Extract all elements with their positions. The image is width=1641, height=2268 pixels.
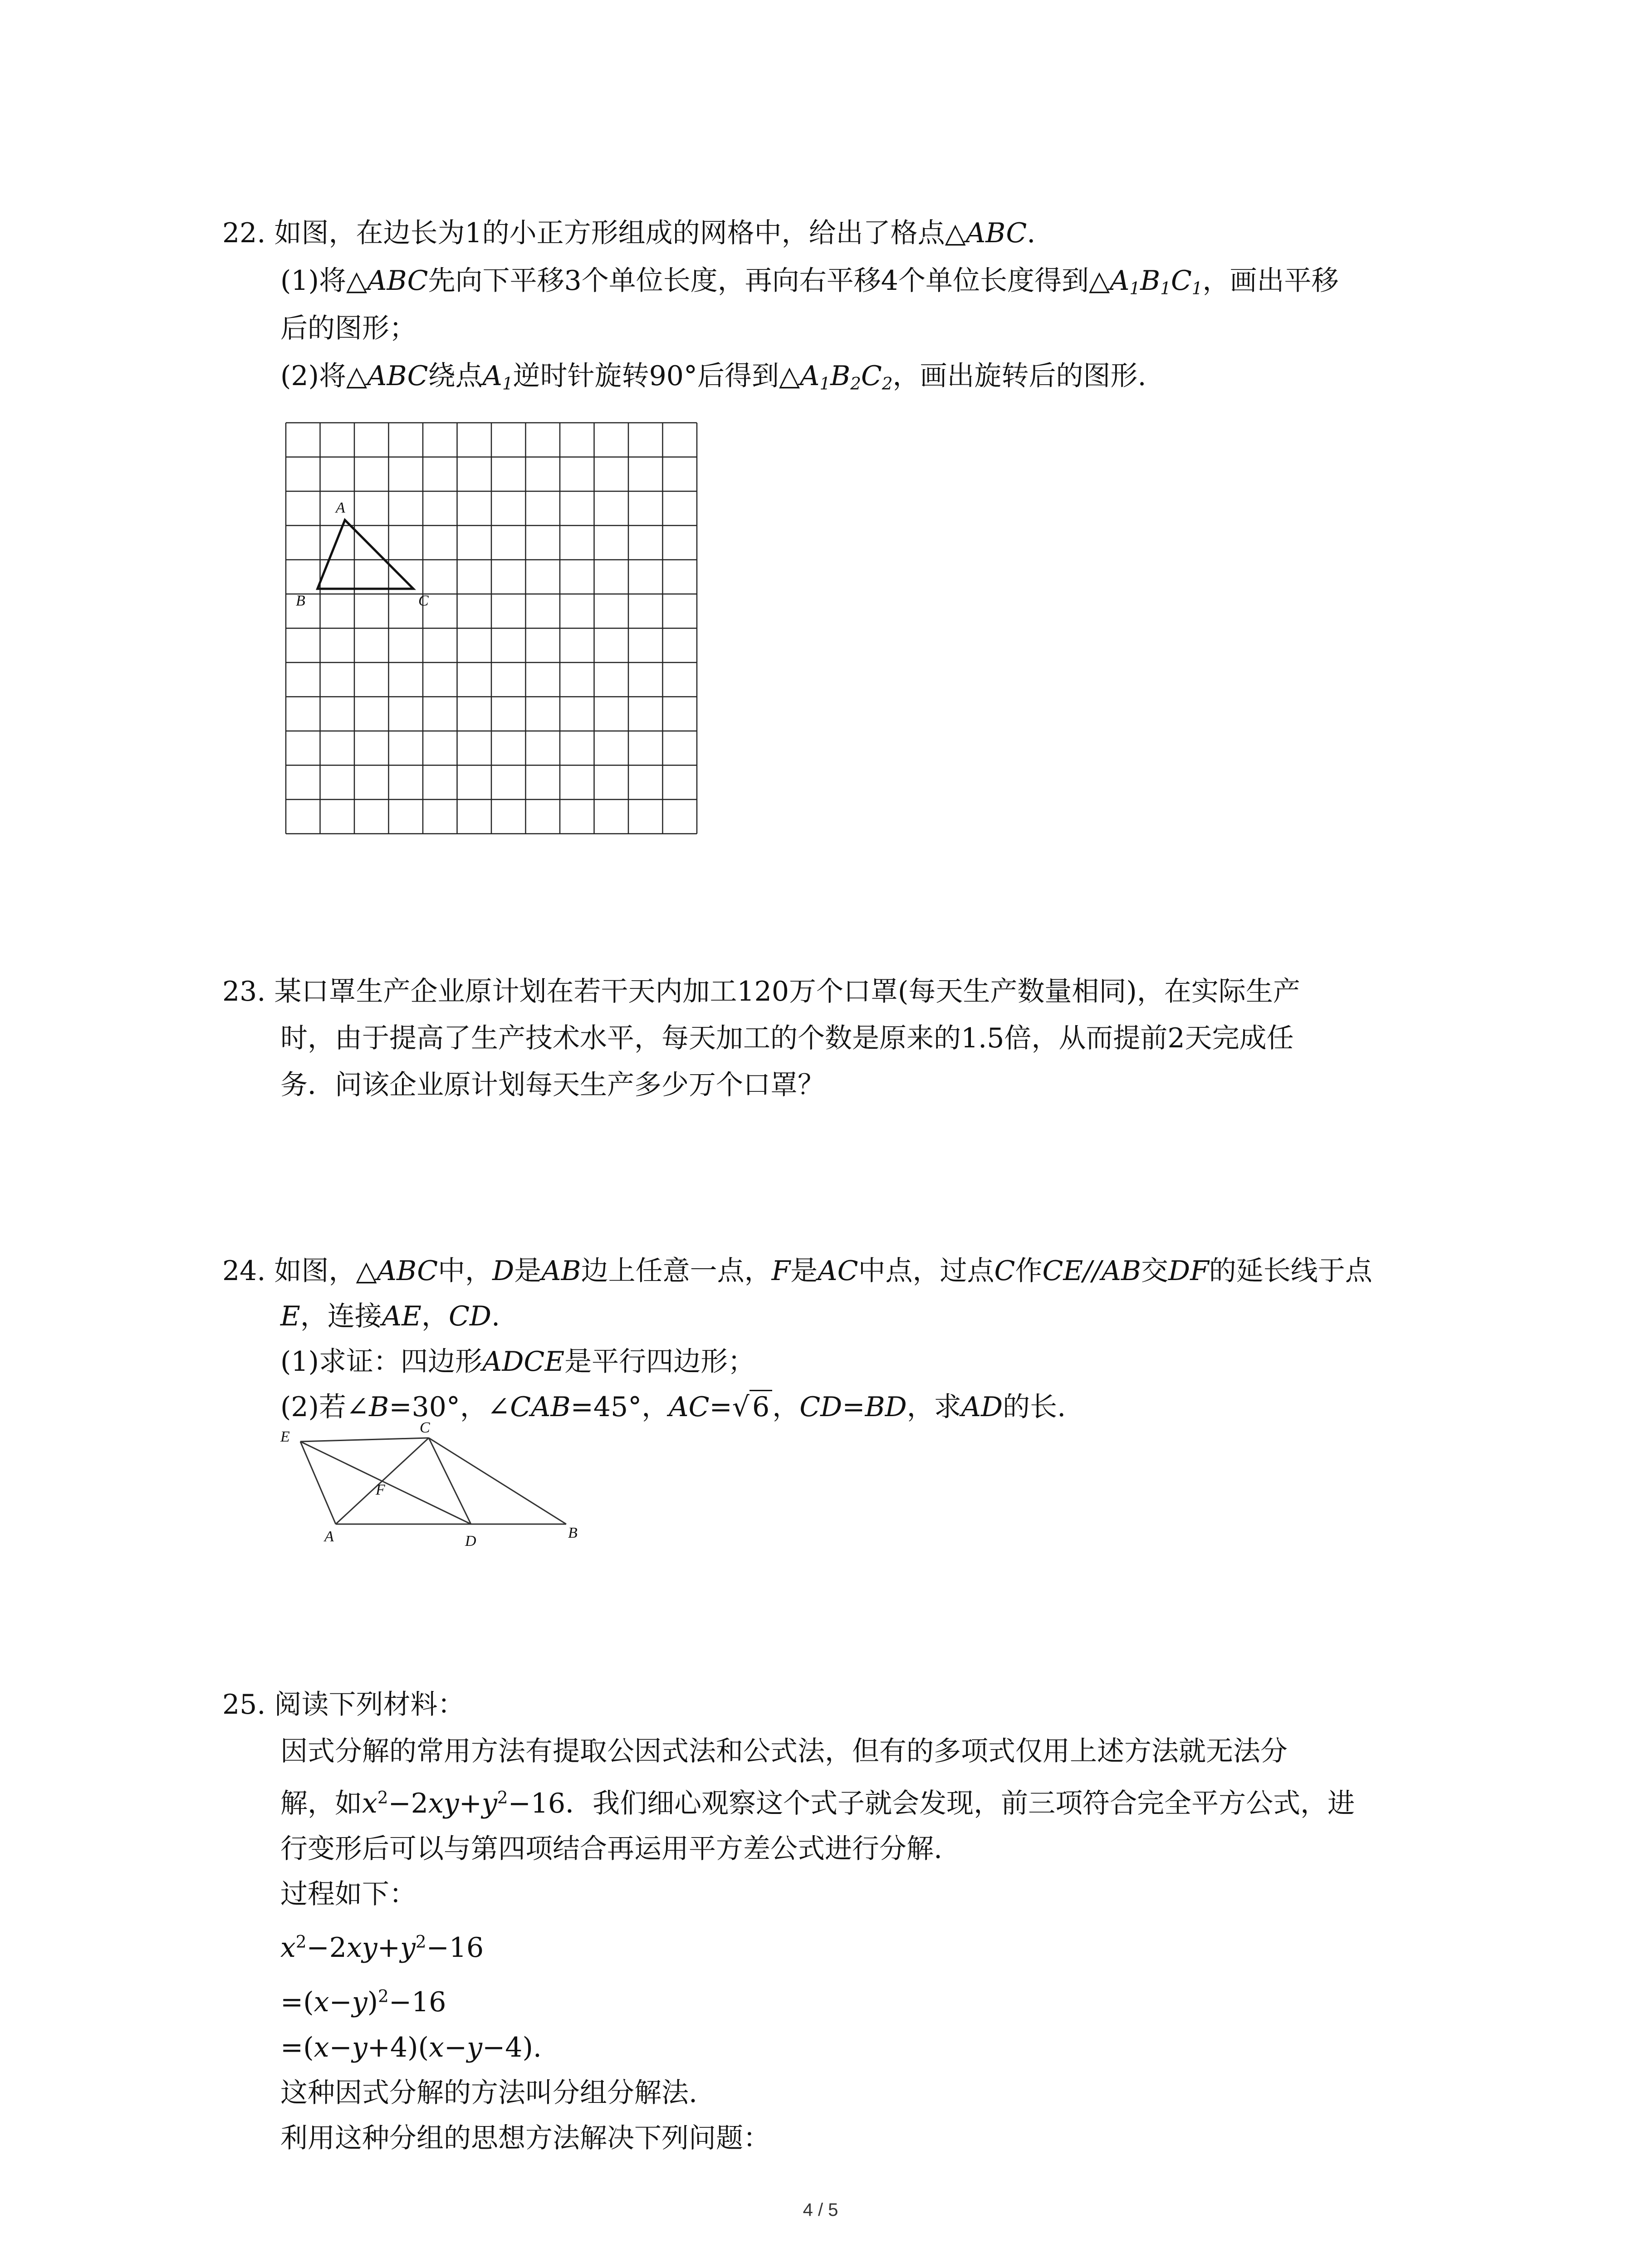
q22-grid-figure [272, 417, 703, 848]
label-a: A [336, 499, 345, 516]
q24-number: 24. [222, 1255, 266, 1287]
q23-number: 23. [222, 976, 266, 1007]
sqrt-6: √ 6 [732, 1391, 772, 1423]
label-d: D [465, 1533, 476, 1549]
q25-line3: 解，如$x^2-2xy+y^2-16$．我们细心观察这个式子就会发现，前三项符合完全平方公式，进 [280, 1787, 1355, 1819]
q22-number: 22. [222, 217, 266, 249]
q23-line3: 务．问该企业原计划每天生产多少万个口罩？ [280, 1069, 825, 1101]
q22-part1: (1)将△ABC先向下平移3个单位长度，再向右平移4个单位长度得到$\triangle A_1B_1C_1$，画出平移 [280, 265, 1339, 298]
segment-ea [300, 1442, 336, 1524]
q25-line1: 25. 阅读下列材料： [222, 1689, 465, 1721]
q23-line1: 23. 某口罩生产企业原计划在若干天内加工120万个口罩(每天生产数量相同)，在实际生产 [222, 976, 1300, 1007]
q25-line10: 利用这种分组的思想方法解决下列问题： [280, 2122, 770, 2154]
q22-part1-line2: 后的图形； [280, 313, 416, 344]
q24-line2: E，连接AE，CD. [280, 1300, 500, 1332]
q24-part2: (2)若∠B=30°，∠CAB=45°，AC=√ 6 ，CD=BD，求AD的长. [280, 1391, 1066, 1423]
q25-line4: 行变形后可以与第四项结合再运用平方差公式进行分解. [280, 1833, 943, 1865]
q22-stem: 22. 如图，在边长为1的小正方形组成的网格中，给出了格点△ABC. [222, 217, 1036, 249]
label-b: B [296, 592, 305, 609]
q23-line2: 时，由于提高了生产技术水平，每天加工的个数是原来的1.5倍，从而提前2天完成任 [280, 1022, 1294, 1054]
label-c: C [418, 592, 429, 609]
label-a: A [324, 1528, 334, 1545]
segment-ed [300, 1442, 471, 1524]
q25-line5: 过程如下： [280, 1878, 416, 1910]
q22-part2: (2)将△ABC绕点$A_1$逆时针旋转90°后得到$\triangle A_1B_2C_2$，画出旋转后的图形. [280, 360, 1146, 394]
label-c: C [420, 1420, 430, 1436]
q25-line8: =(x−y+4)(x−y−4). [280, 2032, 542, 2063]
label-f: F [376, 1481, 385, 1498]
label-b: B [568, 1525, 578, 1541]
q25-number: 25. [222, 1689, 266, 1721]
page-number: 4 / 5 [803, 2200, 838, 2220]
q25-line7: $=(x-y)^2-16$ [280, 1986, 446, 2018]
q25-line6: $x^2-2xy+y^2-16$ [280, 1931, 484, 1964]
q24-line1: 24. 如图，△ABC中，D是AB边上任意一点，F是AC中点，过点C作CE//AB交DF的延长线于点 [222, 1255, 1372, 1287]
grid-lines [286, 423, 697, 834]
q24-figure [272, 1420, 599, 1551]
label-e: E [280, 1428, 290, 1445]
segment-ec [300, 1438, 429, 1442]
q25-line2: 因式分解的常用方法有提取公因式法和公式法，但有的多项式仅用上述方法就无法分 [280, 1735, 1288, 1767]
triangle-abc [318, 520, 413, 589]
q25-line9: 这种因式分解的方法叫分组分解法. [280, 2077, 698, 2109]
q24-part1: (1)求证：四边形ADCE是平行四边形； [280, 1346, 755, 1378]
